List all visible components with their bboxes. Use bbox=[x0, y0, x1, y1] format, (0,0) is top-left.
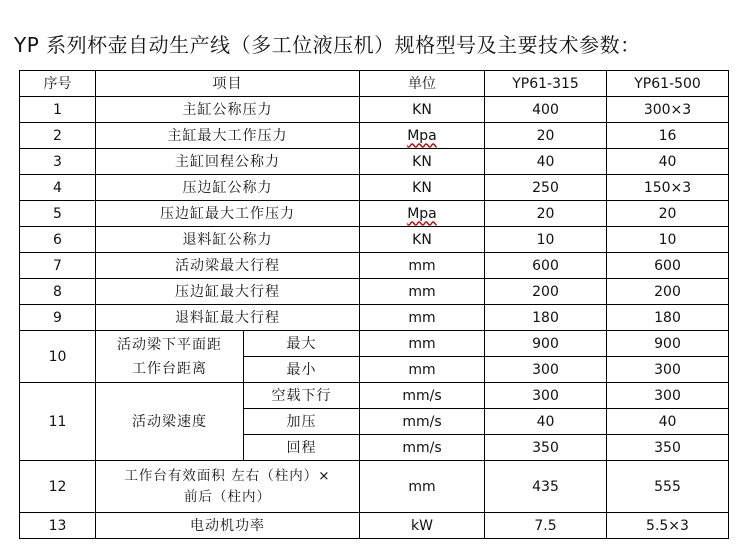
row-seq: 9 bbox=[20, 305, 96, 331]
row-value-a: 40 bbox=[485, 409, 607, 435]
row-value-b: 180 bbox=[607, 305, 729, 331]
spellcheck-underlined-text: Mpa bbox=[407, 205, 437, 222]
row-value-b: 555 bbox=[607, 461, 729, 513]
table-row bbox=[20, 201, 729, 227]
table-row bbox=[20, 383, 729, 409]
table-row bbox=[20, 279, 729, 305]
row-value-a: 300 bbox=[485, 383, 607, 409]
spec-table bbox=[19, 70, 729, 539]
spellcheck-underlined-text: Mpa bbox=[407, 127, 437, 144]
row-unit bbox=[360, 123, 485, 149]
row-value-a: 300 bbox=[485, 357, 607, 383]
row-value-a: 40 bbox=[485, 149, 607, 175]
row-item: 主缸最大工作压力 bbox=[96, 123, 360, 149]
row-item-merged bbox=[96, 331, 244, 383]
table-row bbox=[20, 227, 729, 253]
row-value-a: 250 bbox=[485, 175, 607, 201]
row-value-b: 600 bbox=[607, 253, 729, 279]
row-seq: 12 bbox=[20, 461, 96, 513]
row-unit: KN bbox=[360, 149, 485, 175]
header-item: 项目 bbox=[96, 71, 360, 97]
row-seq: 1 bbox=[20, 97, 96, 123]
row-unit: mm bbox=[360, 253, 485, 279]
row-value-a: 20 bbox=[485, 201, 607, 227]
row-value-a: 350 bbox=[485, 435, 607, 461]
row-item: 压边缸公称力 bbox=[96, 175, 360, 201]
row-subitem: 回程 bbox=[244, 435, 360, 461]
row-unit: mm/s bbox=[360, 409, 485, 435]
row-item-line: 前后（柱内） bbox=[184, 488, 271, 505]
row-value-a: 180 bbox=[485, 305, 607, 331]
row-value-a: 7.5 bbox=[485, 513, 607, 539]
row-unit bbox=[360, 201, 485, 227]
table-row bbox=[20, 149, 729, 175]
row-item bbox=[96, 461, 360, 513]
row-value-b: 5.5×3 bbox=[607, 513, 729, 539]
table-row bbox=[20, 331, 729, 357]
row-value-b: 900 bbox=[607, 331, 729, 357]
row-unit: mm bbox=[360, 331, 485, 357]
row-seq: 5 bbox=[20, 201, 96, 227]
row-value-a: 10 bbox=[485, 227, 607, 253]
row-unit: mm bbox=[360, 461, 485, 513]
row-unit: kW bbox=[360, 513, 485, 539]
row-seq: 6 bbox=[20, 227, 96, 253]
row-unit: mm/s bbox=[360, 383, 485, 409]
row-value-a: 200 bbox=[485, 279, 607, 305]
row-unit: mm bbox=[360, 279, 485, 305]
row-seq: 4 bbox=[20, 175, 96, 201]
row-item: 主缸回程公称力 bbox=[96, 149, 360, 175]
row-item: 退料缸公称力 bbox=[96, 227, 360, 253]
row-value-a: 600 bbox=[485, 253, 607, 279]
table-row bbox=[20, 97, 729, 123]
row-value-a: 20 bbox=[485, 123, 607, 149]
row-unit: mm bbox=[360, 305, 485, 331]
row-seq: 10 bbox=[20, 331, 96, 383]
row-item: 压边缸最大工作压力 bbox=[96, 201, 360, 227]
row-seq: 7 bbox=[20, 253, 96, 279]
row-value-b: 350 bbox=[607, 435, 729, 461]
row-value-a: 435 bbox=[485, 461, 607, 513]
row-value-b: 200 bbox=[607, 279, 729, 305]
header-model-b: YP61-500 bbox=[607, 71, 729, 97]
table-row bbox=[20, 513, 729, 539]
row-value-b: 10 bbox=[607, 227, 729, 253]
header-seq: 序号 bbox=[20, 71, 96, 97]
header-model-a: YP61-315 bbox=[485, 71, 607, 97]
row-unit: KN bbox=[360, 97, 485, 123]
table-row bbox=[20, 305, 729, 331]
row-value-b: 20 bbox=[607, 201, 729, 227]
row-value-b: 300 bbox=[607, 357, 729, 383]
row-subitem: 最大 bbox=[244, 331, 360, 357]
row-item: 主缸公称压力 bbox=[96, 97, 360, 123]
row-seq: 2 bbox=[20, 123, 96, 149]
row-item: 活动梁最大行程 bbox=[96, 253, 360, 279]
row-unit: KN bbox=[360, 227, 485, 253]
row-unit: KN bbox=[360, 175, 485, 201]
row-seq: 8 bbox=[20, 279, 96, 305]
row-item-line: 工作台有效面积 左右（柱内）× bbox=[124, 467, 331, 484]
row-item-line: 活动梁下平面距 bbox=[117, 336, 222, 353]
row-seq: 11 bbox=[20, 383, 96, 461]
row-value-b: 150×3 bbox=[607, 175, 729, 201]
table-row bbox=[20, 175, 729, 201]
row-seq: 13 bbox=[20, 513, 96, 539]
table-row bbox=[20, 253, 729, 279]
table-row bbox=[20, 461, 729, 513]
row-value-b: 300 bbox=[607, 383, 729, 409]
row-seq: 3 bbox=[20, 149, 96, 175]
row-subitem: 最小 bbox=[244, 357, 360, 383]
row-unit: mm bbox=[360, 357, 485, 383]
page-title: YP 系列杯壶自动生产线（多工位液压机）规格型号及主要技术参数： bbox=[14, 33, 641, 57]
row-item-merged: 活动梁速度 bbox=[96, 383, 244, 461]
row-value-a: 900 bbox=[485, 331, 607, 357]
row-value-b: 40 bbox=[607, 409, 729, 435]
row-item-line: 工作台距离 bbox=[132, 360, 207, 377]
row-value-b: 300×3 bbox=[607, 97, 729, 123]
row-item: 电动机功率 bbox=[96, 513, 360, 539]
row-value-a: 400 bbox=[485, 97, 607, 123]
table-header-row bbox=[20, 71, 729, 97]
row-subitem: 加压 bbox=[244, 409, 360, 435]
row-item: 退料缸最大行程 bbox=[96, 305, 360, 331]
row-unit: mm/s bbox=[360, 435, 485, 461]
row-item: 压边缸最大行程 bbox=[96, 279, 360, 305]
row-subitem: 空载下行 bbox=[244, 383, 360, 409]
row-value-b: 16 bbox=[607, 123, 729, 149]
header-unit: 单位 bbox=[360, 71, 485, 97]
table-row bbox=[20, 123, 729, 149]
row-value-b: 40 bbox=[607, 149, 729, 175]
